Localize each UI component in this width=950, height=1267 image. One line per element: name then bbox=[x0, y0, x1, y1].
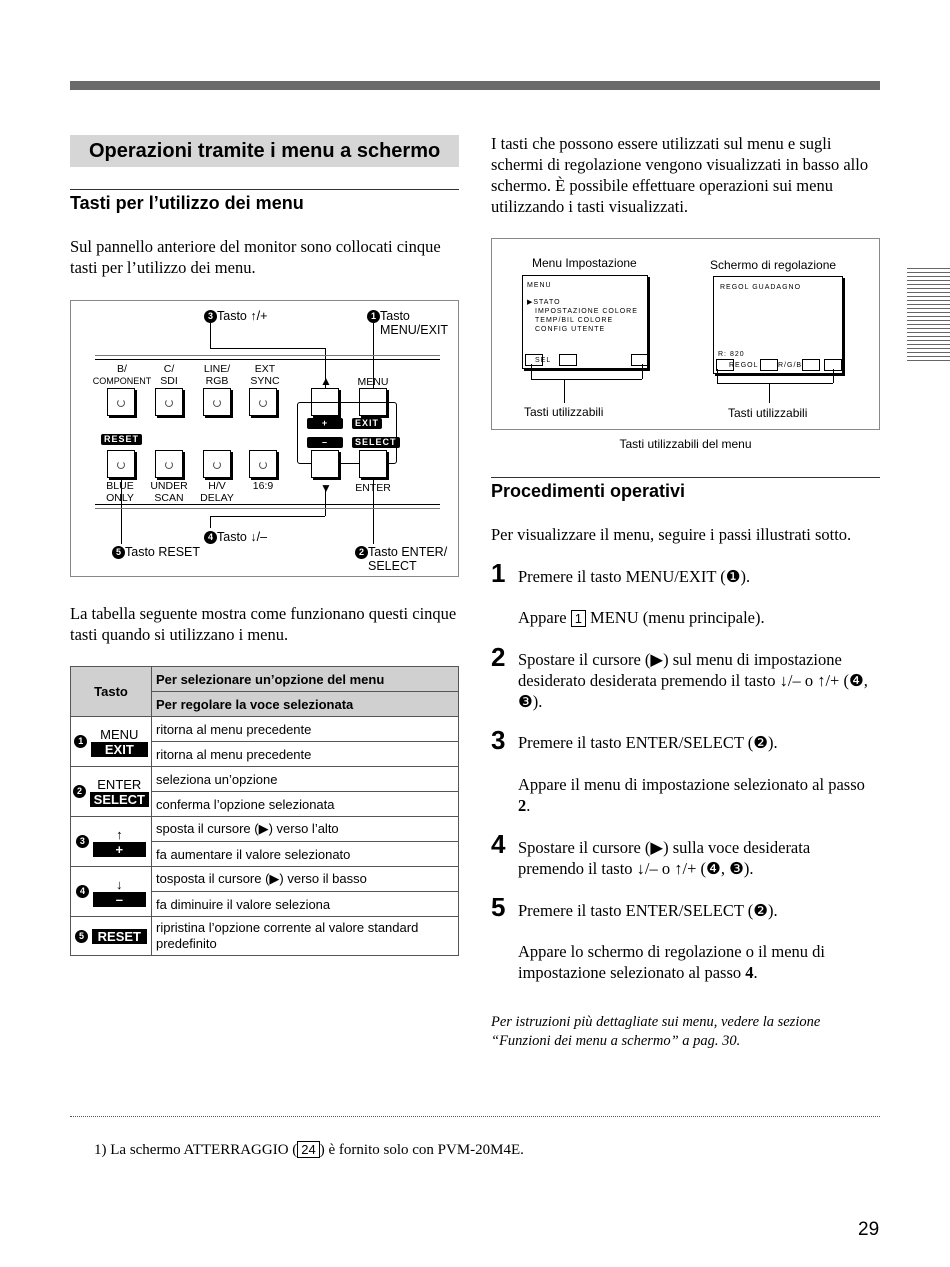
enter-select-key[interactable] bbox=[359, 450, 387, 478]
screen-key-icon bbox=[631, 354, 649, 366]
section-title: Operazioni tramite i menu a schermo bbox=[70, 135, 459, 167]
label-enter: ENTER bbox=[355, 482, 391, 494]
key-cell-up-plus: 3 ↑ + bbox=[71, 817, 152, 867]
footnote: 1) La schermo ATTERRAGGIO ( 24 ) è fornito solo con PVM-20M4E. bbox=[94, 1142, 524, 1158]
figure-right-title: Schermo di regolazione bbox=[710, 258, 837, 272]
intro-paragraph: Sul pannello anteriore del monitor sono collocati cinque tasti per l’utilizzo dei menu. bbox=[70, 237, 441, 277]
step-note: Appare lo schermo di regolazione o il menu di impostazione selezionato al passo 4. bbox=[518, 942, 825, 982]
label-16-9: 16:9 bbox=[252, 480, 274, 492]
step-number: 4 bbox=[491, 829, 506, 859]
key-cell-reset: 5 RESET bbox=[71, 917, 152, 956]
table-header-key: Tasto bbox=[71, 667, 152, 717]
table-header-select: Per selezionare un’opzione del menu bbox=[152, 667, 459, 692]
table-cell: conferma l’opzione selezionata bbox=[152, 792, 459, 817]
front-panel-diagram bbox=[70, 300, 459, 577]
step-number: 1 bbox=[491, 558, 506, 588]
page-number: 29 bbox=[858, 1219, 880, 1240]
label-line-rgb: LINE/ RGB bbox=[203, 363, 231, 387]
reset-tag: RESET bbox=[101, 434, 142, 445]
plus-tag: + bbox=[307, 418, 343, 429]
b-component-key[interactable] bbox=[107, 388, 135, 416]
italic-note: Per istruzioni più dettagliate sui menu, vedere la sezione “Funzioni dei menu a schermo” a pag. 30. bbox=[491, 1014, 821, 1049]
table-cell: ritorna al menu precedente bbox=[152, 717, 459, 742]
subheading-procedure: Procedimenti operativi bbox=[491, 481, 686, 501]
table-row bbox=[71, 717, 459, 742]
key-function-table bbox=[70, 666, 459, 956]
subheading-rule bbox=[491, 477, 880, 478]
table-cell: ritorna al menu precedente bbox=[152, 742, 459, 767]
down-arrow-icon: ▼ bbox=[320, 481, 332, 495]
table-cell: sposta il cursore (▶) verso l’alto bbox=[152, 817, 459, 842]
hv-delay-key[interactable] bbox=[203, 450, 231, 478]
exit-tag: EXIT bbox=[352, 418, 382, 429]
label-under-scan: UNDER SCAN bbox=[150, 480, 188, 504]
blue-only-key[interactable] bbox=[107, 450, 135, 478]
callout-reset-key: 5 Tasto RESET bbox=[112, 545, 200, 559]
subheading-rule bbox=[70, 189, 459, 190]
table-row bbox=[71, 817, 459, 842]
callout-enter-key: 2 Tasto ENTER/ SELECT bbox=[355, 545, 447, 573]
adjust-screen: REGOL GUADAGNO R: 820 REGOL R/G/B bbox=[713, 276, 843, 374]
table-header-adjust: Per regolare la voce selezionata bbox=[152, 692, 459, 717]
select-tag: SELECT bbox=[352, 437, 400, 448]
down-minus-key[interactable] bbox=[311, 450, 339, 478]
table-cell: ripristina l’opzione corrente al valore standard predefinito bbox=[152, 917, 459, 956]
step-number: 2 bbox=[491, 642, 506, 672]
step-note: Appare il menu di impostazione selezionato al passo 2. bbox=[518, 775, 865, 815]
minus-tag: – bbox=[307, 437, 343, 448]
callout-up-key: 3 Tasto ↑/+ bbox=[204, 309, 267, 323]
table-cell: tosposta il cursore (▶) verso il basso bbox=[152, 867, 459, 892]
table-row bbox=[71, 867, 459, 892]
table-cell: seleziona un’opzione bbox=[152, 767, 459, 792]
table-cell: fa diminuire il valore seleziona bbox=[152, 892, 459, 917]
step-text: Premere il tasto ENTER/SELECT (❷). bbox=[518, 733, 778, 752]
key-cell-down-minus: 4 ↓ – bbox=[71, 867, 152, 917]
table-intro: La tabella seguente mostra come funzionano questi cinque tasti quando si utilizzano i menu. bbox=[70, 604, 457, 644]
right-intro-paragraph: I tasti che possono essere utilizzati sul menu e sugli schermi di regolazione vengono visualizzati in basso allo schermo. È possibile effettuare operazioni sui menu utilizzando i tasti visualizzati. bbox=[491, 134, 869, 216]
aspect-16-9-key[interactable] bbox=[249, 450, 277, 478]
label-blue-only: BLUE ONLY bbox=[106, 480, 134, 504]
subheading-keys: Tasti per l’utilizzo dei menu bbox=[70, 193, 304, 213]
figure-caption: Tasti utilizzabili del menu bbox=[619, 437, 752, 451]
up-arrow-icon: ▲ bbox=[320, 374, 332, 388]
step-text: Premere il tasto ENTER/SELECT (❷). bbox=[518, 901, 778, 920]
menu-keys-figure bbox=[491, 238, 880, 430]
step-text: Spostare il cursore (▶) sul menu di impostazione desiderato desiderata premendo il tasto ↓/– o ↑/+ (❹, ❸). bbox=[518, 650, 868, 711]
step-number: 3 bbox=[491, 725, 506, 755]
screen-key-icon bbox=[760, 359, 778, 371]
screen-key-icon bbox=[559, 354, 577, 366]
step-number: 5 bbox=[491, 892, 506, 922]
procedure-intro: Per visualizzare il menu, seguire i passi illustrati sotto. bbox=[491, 525, 852, 544]
setup-menu-screen: MENU ▶STATO IMPOSTAZIONE COLORE TEMP/BIL COLORE CONFIG UTENTE SEL bbox=[522, 275, 648, 369]
figure-right-caption: Tasti utilizzabili bbox=[728, 406, 808, 420]
step-text: Premere il tasto MENU/EXIT (❶). bbox=[518, 567, 751, 586]
figure-left-caption: Tasti utilizzabili bbox=[524, 405, 604, 419]
figure-left-title: Menu Impostazione bbox=[532, 256, 637, 270]
line-rgb-key[interactable] bbox=[203, 388, 231, 416]
label-hv-delay: H/V DELAY bbox=[200, 480, 234, 504]
key-cell-enter-select: 2 ENTER SELECT bbox=[71, 767, 152, 817]
top-rule bbox=[70, 81, 880, 90]
callout-down-key: 4 Tasto ↓/– bbox=[204, 530, 267, 544]
label-b-component: B/ COMPONENT bbox=[92, 363, 152, 386]
table-row bbox=[71, 917, 459, 956]
label-ext-sync: EXT SYNC bbox=[250, 363, 280, 387]
table-header-row bbox=[71, 667, 459, 692]
table-cell: fa aumentare il valore selezionato bbox=[152, 842, 459, 867]
label-c-sdi: C/ SDI bbox=[160, 363, 178, 387]
screen-key-icon bbox=[802, 359, 820, 371]
callout-menu-key: 1 Tasto MENU/EXIT bbox=[367, 309, 448, 337]
table-row bbox=[71, 767, 459, 792]
c-sdi-key[interactable] bbox=[155, 388, 183, 416]
under-scan-key[interactable] bbox=[155, 450, 183, 478]
ext-sync-key[interactable] bbox=[249, 388, 277, 416]
label-menu: MENU bbox=[357, 376, 389, 388]
side-tab-marker bbox=[907, 268, 950, 363]
step-text: Spostare il cursore (▶) sulla voce desiderata premendo il tasto ↓/– o ↑/+ (❹, ❸). bbox=[518, 838, 811, 878]
step-note: Appare 1 MENU (menu principale). bbox=[518, 608, 765, 627]
key-cell-menu-exit: 1 MENU EXIT bbox=[71, 717, 152, 767]
footnote-divider bbox=[70, 1116, 880, 1117]
